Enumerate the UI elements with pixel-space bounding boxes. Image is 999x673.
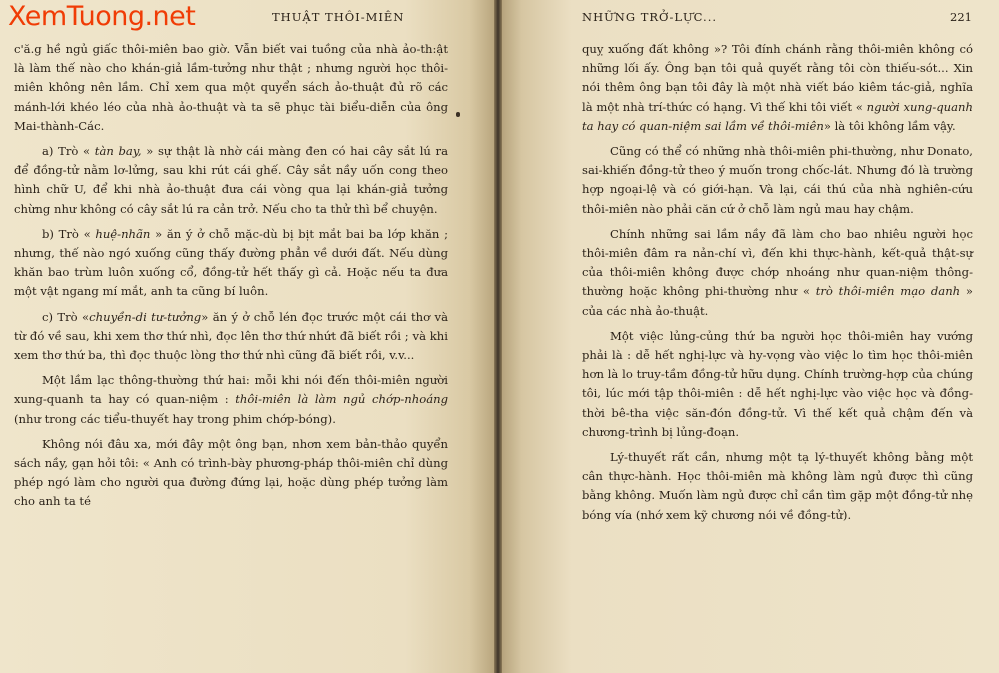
right-paragraph-2: Cũng có thể có những nhà thôi-miên phi-thường, như Donato, sai-khiến đồng-tử theo ý muốn trong chốc-lát. Nhưng đó là trường hợp ngoại-lệ và có giới-hạn. Và lại, cái thú của nhà nghiên-cứu thôi-miên nào phải căn cứ ở chỗ làm ngủ mau hay chậm. — [582, 144, 973, 216]
left-paragraph-1: c'ă.g hề ngủ giấc thôi-miên bao giờ. Vẫn biết vai tuồng của nhà ảo-th:ật là làm thế nào cho khán-giả lầm-tưởng như thật ; nhưng người học thôi-miên không nên lầm. Chỉ xem qua một quyển sách ảo-thuật đủ rõ các mánh-lới khéo léo của nhà ảo-thuật và ta sẽ phục tài biểu-diễn của ông Mai-thành-Các. — [14, 42, 448, 133]
page-number: 221 — [950, 10, 972, 24]
left-page — [0, 0, 494, 673]
left-paragraph-4: c) Trò «chuyền-di tư-tưởng» ăn ý ở chỗ lén đọc trước một cái thơ và từ đó về sau, khi xem thơ thứ nhì, đọc lên thơ thứ nhứt đã biết rồi ; và khi xem thơ thứ ba, thì đọc thuộc lòng thơ thứ nhì cũng đã biết rồi, v.v... — [14, 309, 448, 363]
right-running-header — [582, 10, 972, 24]
left-paragraph-2: a) Trò « tàn bay, » sự thật là nhờ cái màng đen có hai cây sắt lú ra để đồng-tử nằm lơ-lửng, sau khi rút cái ghế. Cây sắt nầy uốn cong theo hình chữ U, để khi nhà ảo-thuật đưa cái vòng qua lại khán-giả tưởng chừng như không có cây sắt lú ra cản trở. Nếu cho ta thử thì bể chuyện. — [14, 144, 448, 216]
left-paragraph-6: Không nói đâu xa, mới đây một ông bạn, nhơn xem bản-thảo quyển sách nầy, gạn hỏi tôi: « Anh có trình-bày phương-pháp thôi-miên chỉ dùng phép ngó làm cho người qua đường đứng lại, hoặc dùng phép tưởng làm cho anh ta té — [14, 436, 448, 509]
right-page — [502, 0, 999, 673]
ink-spot — [456, 112, 460, 117]
chapter-title: NHỮNG TRỞ-LỰC... — [582, 10, 718, 24]
right-paragraph-4: Một việc lủng-củng thứ ba người học thôi-miên hay vướng phải là : dễ hết nghị-lực và hy-vọng vào việc lo tìm học thôi-miên hơn là lo truy-tầm đồng-tử hữu dụng. Chính trường-hợp của chúng tôi, lúc mới tập thôi-miên : dễ hết nghị-lực vào việc học và đồng-thời bê-tha việc săn-đón đồng-tử. Vì thế kết quả chậm đến và chương-trình bị lủng-đoạn. — [582, 328, 973, 439]
watermark-logo: XemTuong.net — [8, 1, 196, 32]
right-paragraph-5: Lý-thuyết rất cần, nhưng một tạ lý-thuyết không bằng một cân thực-hành. Học thôi-miên mà không làm ngủ được thì cũng bằng không. Muốn làm ngủ được chỉ cần tìm gặp một đồng-tử nhẹ bóng vía (nhớ xem kỹ chương nói về đồng-tử). — [582, 450, 973, 522]
right-paragraph-3: Chính những sai lầm nầy đã làm cho bao nhiêu người học thôi-miên đâm ra nản-chí vì, đến khi thực-hành, kết-quả thật-sự của thôi-miên không được chớp nhoáng như quan-niệm thông-thường hoặc không phi-thường như « trò thôi-miên mạo danh » của các nhà ảo-thuật. — [582, 226, 973, 318]
left-paragraph-3: b) Trò « huệ-nhãn » ăn ý ở chỗ mặc-dù bị bịt mắt bai ba lớp khăn ; nhưng, thế nào ngó xuống cũng thấy đường phẳn về dưới đất. Nếu dùng khăn bao trùm luôn xuống cổ, đồng-tử hết thấy gì cả. Hoặc nếu ta đưa một vật ngang mí mắt, anh ta cũng bí luôn. — [14, 226, 448, 299]
book-gutter — [494, 0, 502, 673]
right-paragraph-1: quỵ xuống đất không »? Tôi đính chánh rằng thôi-miên không có những lối ấy. Ông bạn tôi quả quyết rằng tôi còn thiếu-sót... Xin nói thêm ông bạn tôi đây là một nhà viết báo kiêm tác-giả, nghĩa là một nhà trí-thức có hạng. Vì thế khi tôi viết « người xung-quanh ta hay có quan-niệm sai lầm về thôi-miên» là tôi không lầm vậy. — [582, 42, 973, 133]
left-paragraph-5: Một lầm lạc thông-thường thứ hai: mỗi khi nói đến thôi-miên người xung-quanh ta hay có quan-niệm : thôi-miên là làm ngủ chớp-nhoáng (như trong các tiểu-thuyết hay trong phim chớp-bóng). — [14, 373, 448, 426]
left-running-header: THUẬT THÔI-MIÊN — [272, 10, 405, 24]
